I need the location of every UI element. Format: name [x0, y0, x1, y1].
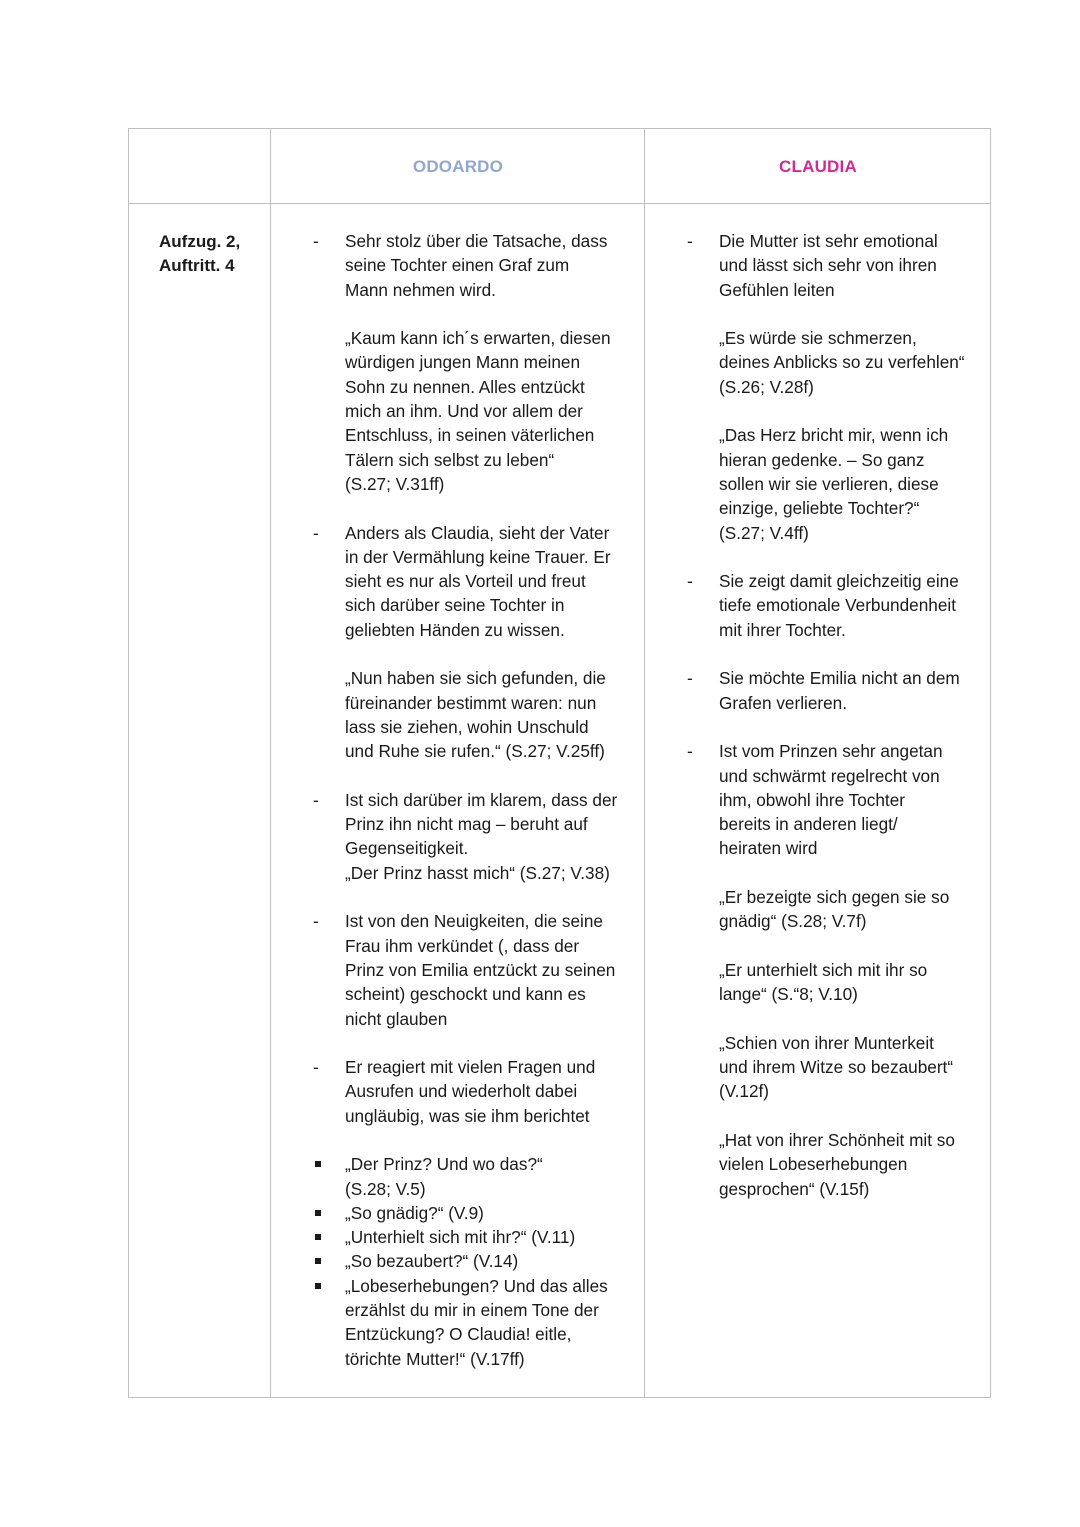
text-line: Sohn zu nennen. Alles entzückt	[345, 376, 585, 397]
text-line: hieran gedenke. – So ganz	[719, 449, 925, 470]
text-line: Ausrufen und wiederholt dabei	[345, 1081, 578, 1102]
text-line: lass sie ziehen, wohin Unschuld	[345, 716, 589, 737]
text-line: „Der Prinz hasst mich“ (S.27; V.38)	[345, 862, 610, 883]
text-line: Frau ihm verkündet (, dass der	[345, 935, 580, 956]
text-line: bereits in anderen liegt/	[719, 814, 898, 835]
bullet-item	[345, 1152, 645, 1201]
text-line: - Sie zeigt damit gleichzeitig eine	[719, 571, 959, 592]
text-line: Prinz ihn nicht mag – beruht auf	[345, 814, 588, 835]
character-comparison-table	[128, 128, 991, 1398]
text-line: seine Tochter einen Graf zum	[345, 255, 570, 276]
text-line: mit ihrer Tochter.	[719, 619, 846, 640]
text-line: „Er unterhielt sich mit ihr so	[719, 959, 928, 980]
text-line: - Anders als Claudia, sieht der Vater	[345, 522, 610, 543]
text-line: „Der Prinz? Und wo das?“	[345, 1154, 543, 1175]
text-line: - Ist sich darüber im klarem, dass der	[345, 789, 618, 810]
row-label-line: Auftritt. 4	[159, 256, 235, 275]
text-line: Mann nehmen wird.	[345, 279, 496, 300]
text-line: - Ist von den Neuigkeiten, die seine	[345, 911, 603, 932]
text-line: und schwärmt regelrecht von	[719, 765, 940, 786]
text-line: sollen wir sie verlieren, diese	[719, 473, 939, 494]
quote-paragraph	[719, 326, 995, 399]
quote-paragraph	[719, 1031, 995, 1104]
text-line: Prinz von Emilia entzückt zu seinen	[345, 959, 616, 980]
text-line: Gefühlen leiten	[719, 279, 835, 300]
text-line: lange“ (S.“8; V.10)	[719, 984, 858, 1005]
text-line: Grafen verlieren.	[719, 692, 848, 713]
dash-item	[345, 788, 645, 885]
text-line: und ihrem Witze so bezaubert“	[719, 1057, 954, 1078]
text-line: Entschluss, in seinen väterlichen	[345, 425, 595, 446]
quote-paragraph	[719, 885, 995, 934]
text-line: und lässt sich sehr von ihren	[719, 255, 937, 276]
text-line: „Hat von ihrer Schönheit mit so	[719, 1129, 955, 1150]
text-line: „Lobeserhebungen? Und das alles	[345, 1275, 608, 1296]
text-line: (S.27; V.31ff)	[345, 473, 445, 494]
text-line: „Nun haben sie sich gefunden, die	[345, 668, 606, 689]
bullet-item	[345, 1249, 645, 1273]
text-line: Gegenseitigkeit.	[345, 838, 469, 859]
text-line: - Die Mutter ist sehr emotional	[719, 231, 938, 251]
text-line: „Schien von ihrer Munterkeit	[719, 1032, 934, 1053]
text-line: „So bezaubert?“ (V.14)	[345, 1251, 519, 1272]
quote-paragraph	[719, 423, 995, 544]
text-line: tiefe emotionale Verbundenheit	[719, 595, 956, 616]
quote-paragraph	[719, 1128, 995, 1201]
claudia-column	[719, 229, 995, 1225]
text-line: erzählst du mir in einem Tone der	[345, 1300, 599, 1321]
text-line: und Ruhe sie rufen.“ (S.27; V.25ff)	[345, 741, 605, 762]
bullet-item	[345, 1201, 645, 1225]
column-header-claudia: CLAUDIA	[779, 157, 857, 176]
text-line: „Er bezeigte sich gegen sie so	[719, 887, 950, 908]
text-line: in der Vermählung keine Trauer. Er	[345, 546, 611, 567]
quote-paragraph	[719, 958, 995, 1007]
dash-item	[345, 1055, 645, 1128]
dash-item	[345, 229, 645, 302]
dash-item	[719, 229, 995, 302]
text-line: einzige, geliebte Tochter?“	[719, 498, 920, 519]
quote-paragraph	[345, 666, 645, 763]
text-line: - Ist vom Prinzen sehr angetan	[719, 741, 943, 762]
dash-item	[719, 569, 995, 642]
column-divider	[270, 129, 271, 1397]
header-divider	[129, 203, 990, 204]
text-line: ihm, obwohl ihre Tochter	[719, 789, 905, 810]
text-line: „So gnädig?“ (V.9)	[345, 1202, 484, 1223]
text-line: gesprochen“ (V.15f)	[719, 1178, 870, 1199]
text-line: ungläubig, was sie ihm berichtet	[345, 1105, 590, 1126]
text-line: „Das Herz bricht mir, wenn ich	[719, 425, 949, 446]
text-line: nicht glauben	[345, 1008, 448, 1029]
dash-item	[345, 909, 645, 1030]
row-label-scene	[159, 230, 240, 278]
text-line: (S.27; V.4ff)	[719, 522, 809, 543]
text-line: - Er reagiert mit vielen Fragen und	[345, 1057, 596, 1078]
text-line: „Es würde sie schmerzen,	[719, 328, 917, 349]
text-line: (S.28; V.5)	[345, 1178, 426, 1199]
text-line: Tälern sich selbst zu leben“	[345, 449, 555, 470]
dash-item	[719, 739, 995, 860]
text-line: würdigen jungen Mann meinen	[345, 352, 581, 373]
text-line: - Sie möchte Emilia nicht an dem	[719, 668, 960, 689]
text-line: füreinander bestimmt waren: nun	[345, 692, 597, 713]
row-label-line: Aufzug. 2,	[159, 232, 241, 251]
text-line: (S.26; V.28f)	[719, 376, 814, 397]
text-line: törichte Mutter!“ (V.17ff)	[345, 1348, 525, 1369]
text-line: (V.12f)	[719, 1081, 770, 1102]
text-line: „Kaum kann ich´s erwarten, diesen	[345, 328, 611, 349]
column-header-odoardo: ODOARDO	[412, 157, 504, 176]
text-line: Entzückung? O Claudia! eitle,	[345, 1324, 572, 1345]
text-line: gnädig“ (S.28; V.7f)	[719, 911, 867, 932]
text-line: sieht es nur als Vorteil und freut	[345, 571, 586, 592]
bullet-item	[345, 1225, 645, 1249]
text-line: vielen Lobeserhebungen	[719, 1154, 908, 1175]
text-line: - Sehr stolz über die Tatsache, dass	[345, 231, 608, 251]
text-line: heiraten wird	[719, 838, 818, 859]
quote-paragraph	[345, 326, 645, 496]
text-line: sich darüber seine Tochter in	[345, 595, 565, 616]
text-line: „Unterhielt sich mit ihr?“ (V.11)	[345, 1227, 576, 1248]
text-line: scheint) geschockt und kann es	[345, 984, 586, 1005]
text-line: deines Anblicks so zu verfehlen“	[719, 352, 965, 373]
odoardo-column	[345, 229, 645, 1371]
bullet-item	[345, 1274, 645, 1371]
text-line: mich an ihm. Und vor allem der	[345, 401, 583, 422]
dash-item	[345, 521, 645, 642]
text-line: geliebten Händen zu wissen.	[345, 619, 565, 640]
dash-item	[719, 666, 995, 715]
